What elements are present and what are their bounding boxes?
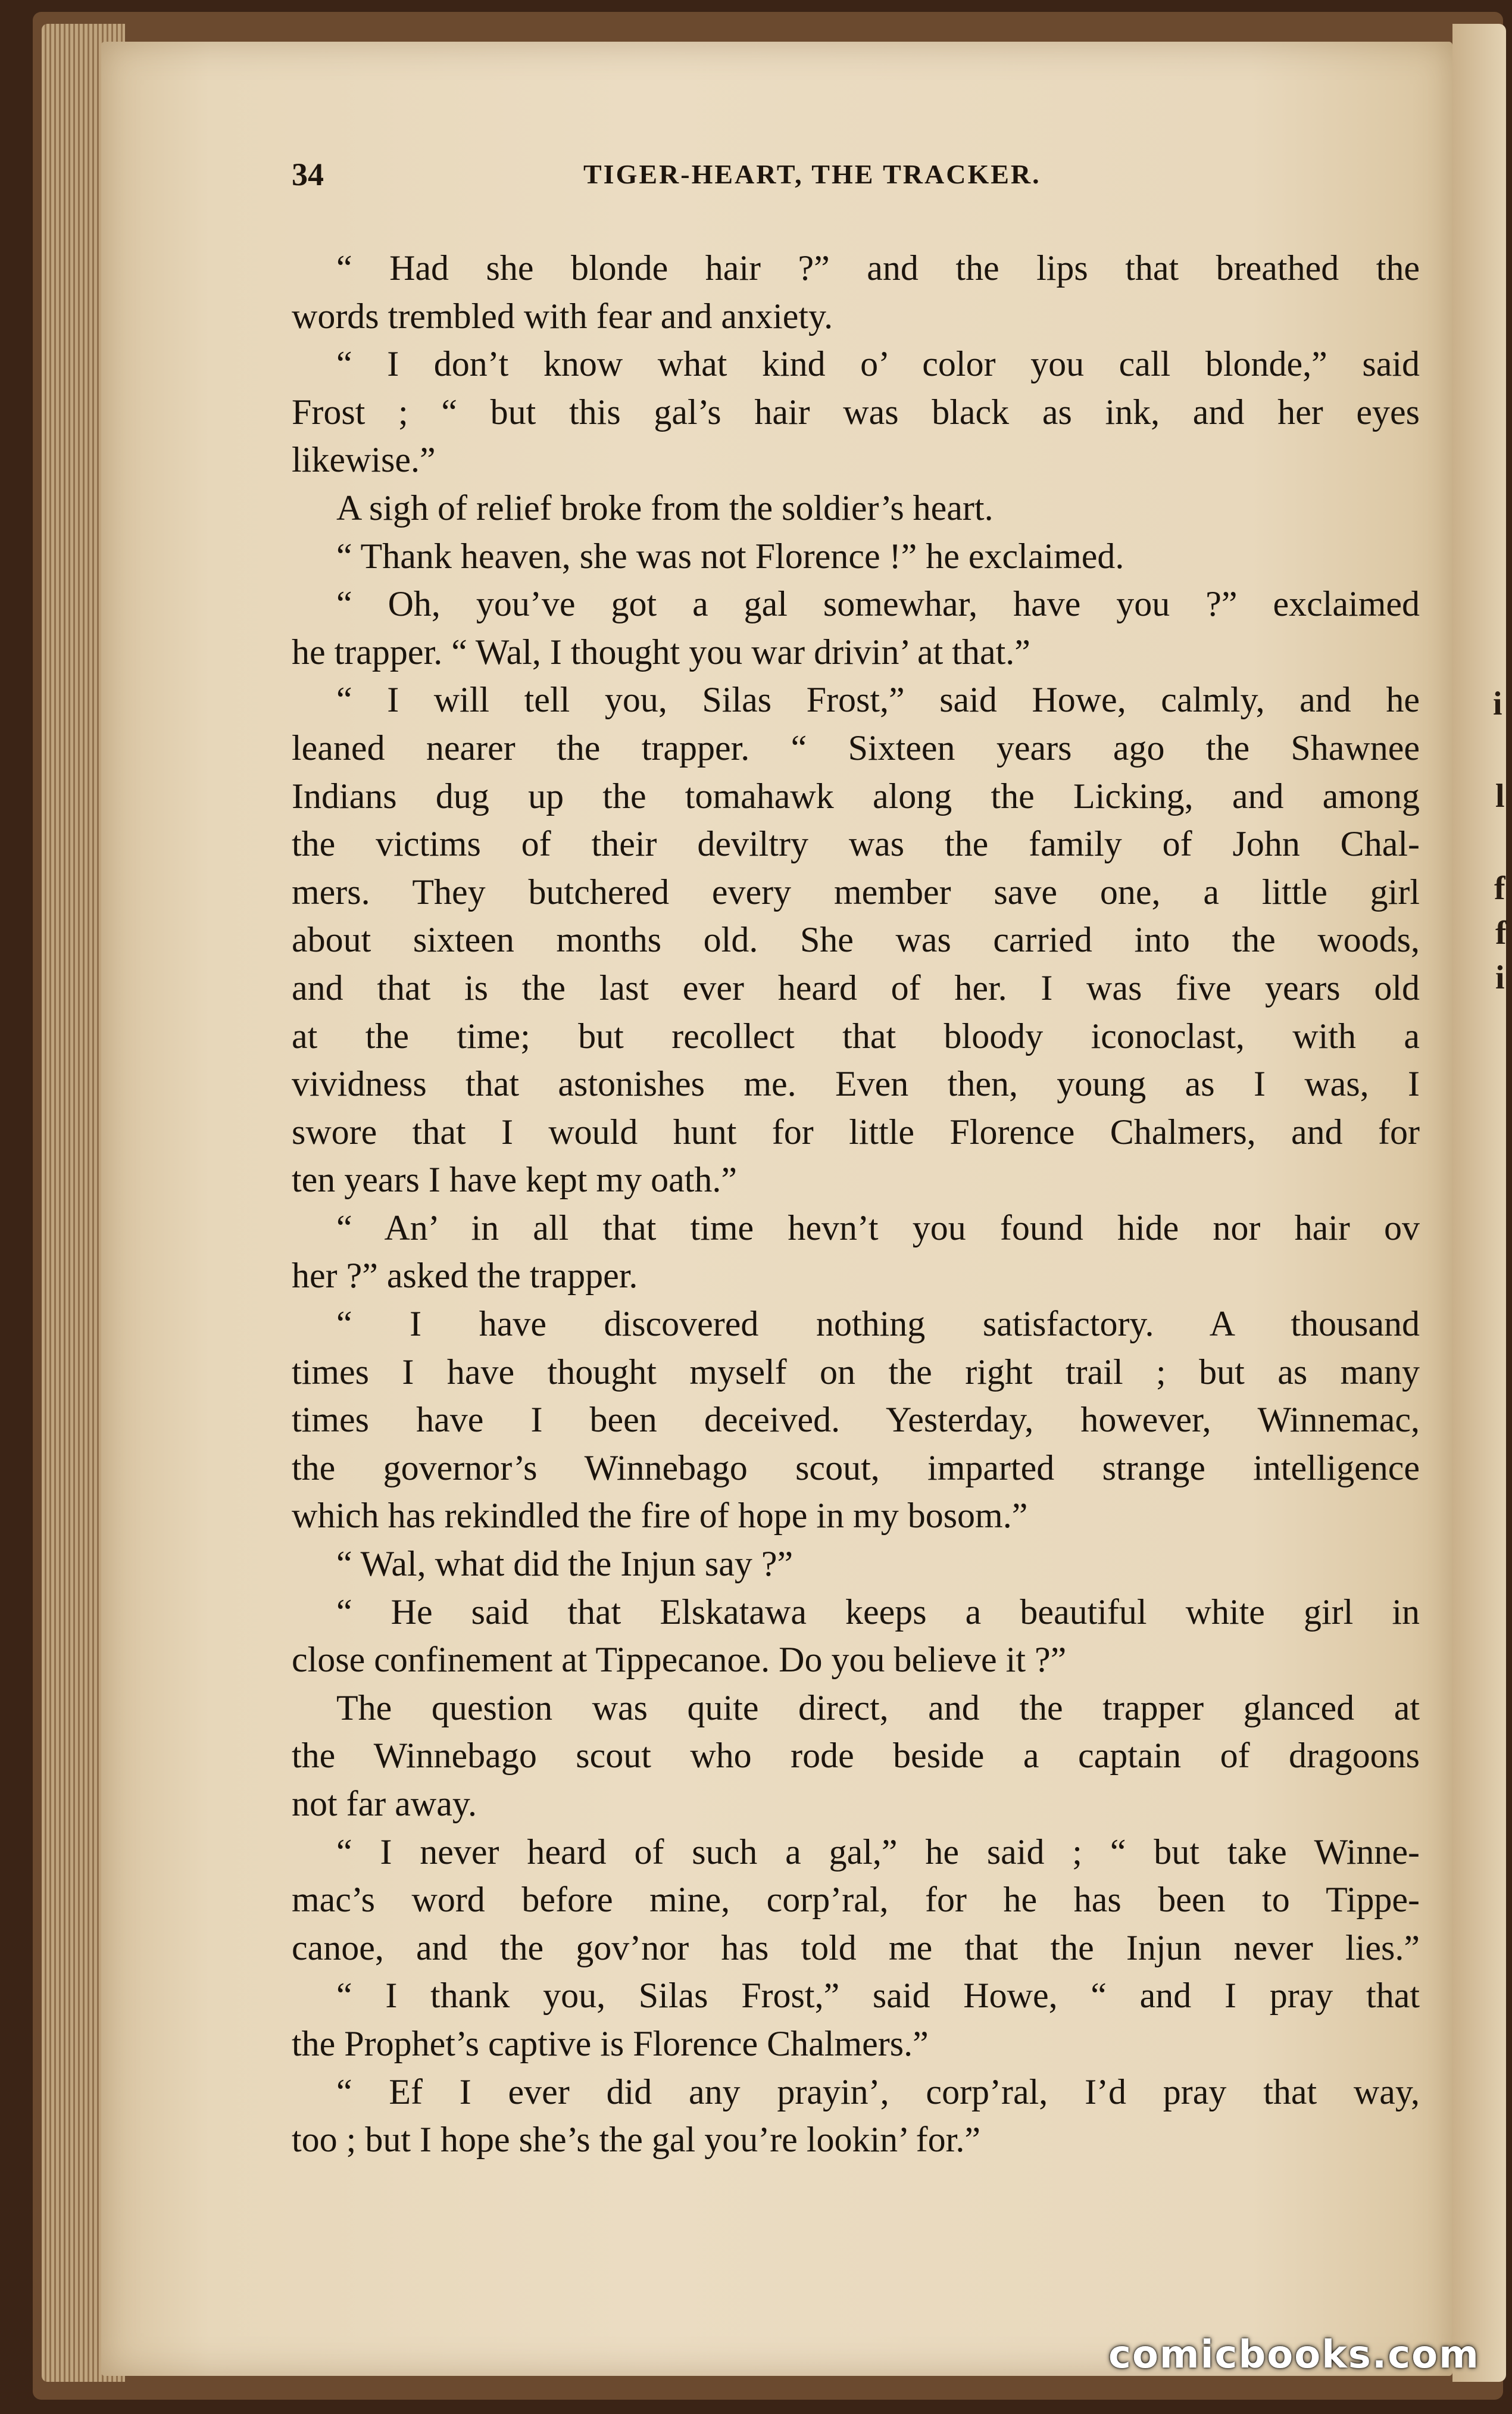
running-title: TIGER-HEART, THE TRACKER. (583, 159, 1041, 189)
text-line: leaned nearer the trapper. “ Sixteen years ago the Shawnee (292, 728, 1420, 768)
text-line: the Winnebago scout who rode beside a captain of dragoons (292, 1736, 1420, 1776)
text-line: canoe, and the gov’nor has told me that the Injun never lies.” (292, 1928, 1420, 1967)
body-text (292, 244, 1420, 2164)
text-line: close confinement at Tippecanoe. Do you believe it ?” (292, 1640, 1067, 1680)
text-line: The question was quite direct, and the trapper glanced at (336, 1688, 1420, 1727)
text-line: the victims of their deviltry was the family of John Chal- (292, 824, 1420, 864)
text-line: swore that I would hunt for little Florence Chalmers, and for (292, 1112, 1420, 1152)
text-line: “ I have discovered nothing satisfactory. A thousand (336, 1304, 1420, 1344)
text-line: not far away. (292, 1784, 477, 1823)
text-line: he trapper. “ Wal, I thought you war drivin’ at that.” (292, 632, 1030, 672)
text-line: words trembled with fear and anxiety. (292, 296, 833, 336)
facing-page-edge (1452, 24, 1506, 2382)
text-line: Indians dug up the tomahawk along the Licking, and among (292, 776, 1420, 816)
facing-page-letter: f (1495, 915, 1507, 952)
page-number: 34 (292, 157, 324, 192)
text-line: Frost ; “ but this gal’s hair was black as ink, and her eyes (292, 392, 1420, 432)
text-line: “ Ef I ever did any prayin’, corp’ral, I’d pray that way, (336, 2072, 1420, 2112)
text-line: “ I will tell you, Silas Frost,” said Howe, calmly, and he (336, 680, 1420, 720)
text-line: “ I thank you, Silas Frost,” said Howe, “ and I pray that (336, 1976, 1420, 2016)
text-line: A sigh of relief broke from the soldier’s heart. (336, 488, 994, 528)
text-line: times I have thought myself on the right trail ; but as many (292, 1352, 1420, 1392)
text-line: the Prophet’s captive is Florence Chalmers.” (292, 2023, 929, 2063)
text-line: “ I don’t know what kind o’ color you call blonde,” said (336, 344, 1420, 384)
facing-page-letter: f (1494, 870, 1505, 907)
text-line: too ; but I hope she’s the gal you’re lookin’ for.” (292, 2120, 980, 2160)
text-line: “ Had she blonde hair ?” and the lips that breathed the (336, 248, 1420, 288)
text-line: vividness that astonishes me. Even then, young as I was, I (292, 1064, 1420, 1104)
facing-page-letter: i (1493, 685, 1502, 722)
text-line: ten years I have kept my oath.” (292, 1160, 738, 1200)
text-line: about sixteen months old. She was carried into the woods, (292, 920, 1420, 960)
text-line: “ He said that Elskatawa keeps a beautiful white girl in (336, 1592, 1420, 1632)
watermark: comicbooks.com (1108, 2333, 1480, 2377)
facing-page-letter: i (1495, 959, 1505, 996)
facing-page-letter: l (1495, 778, 1505, 815)
text-line: and that is the last ever heard of her. I was five years old (292, 968, 1420, 1008)
page-header (292, 156, 1423, 198)
text-line: “ An’ in all that time hevn’t you found hide nor hair ov (336, 1208, 1420, 1247)
text-line: her ?” asked the trapper. (292, 1256, 638, 1296)
text-line: likewise.” (292, 440, 436, 480)
text-line: mers. They butchered every member save one, a little girl (292, 872, 1420, 912)
text-line: times have I been deceived. Yesterday, however, Winnemac, (292, 1400, 1420, 1440)
text-line: “ Oh, you’ve got a gal somewhar, have you ?” exclaimed (336, 584, 1420, 624)
text-line: mac’s word before mine, corp’ral, for he has been to Tippe- (292, 1880, 1420, 1920)
text-line: “ I never heard of such a gal,” he said ; “ but take Winne- (336, 1832, 1420, 1872)
text-line: the governor’s Winnebago scout, imparted strange intelligence (292, 1448, 1420, 1487)
text-line: at the time; but recollect that bloody iconoclast, with a (292, 1016, 1420, 1056)
text-line: “ Thank heaven, she was not Florence !” he exclaimed. (336, 536, 1124, 576)
text-line: “ Wal, what did the Injun say ?” (336, 1544, 794, 1584)
text-line: which has rekindled the fire of hope in my bosom.” (292, 1496, 1028, 1536)
